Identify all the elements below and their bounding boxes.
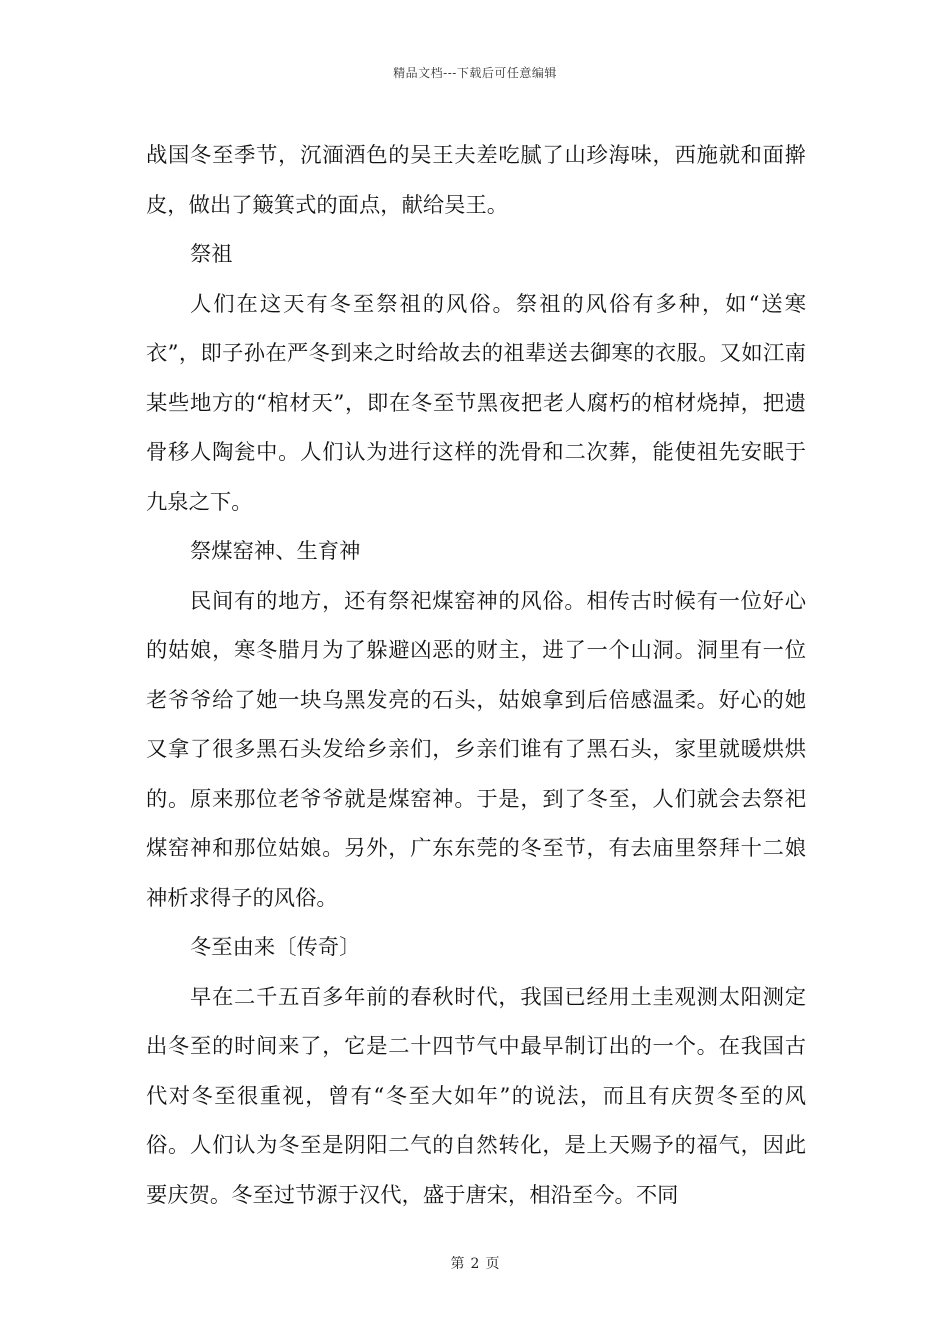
page-number-prefix: 第 xyxy=(450,1256,465,1272)
section-heading-ancestor-worship: 祭祖 xyxy=(190,242,233,267)
paragraph-winter-solstice-origin: 早在二千五百多年前的春秋时代，我国已经用土圭观测太阳测定出冬至的时间来了，它是二十四节气中最早制订出的一个。在我国古代对冬至很重视，曾有“冬至大如年”的说法，而且有庆贺冬至的风俗。人们认为冬至是阴阳二气的自然转化，是上天赐予的福气，因此要庆贺。冬至过节源于汉代，盛于唐宋，相沿至今。不同 xyxy=(146,984,806,1208)
paragraph-ancestor-worship: 人们在这天有冬至祭祖的风俗。祭祖的风俗有多种，如“送寒衣”，即子孙在严冬到来之时给故去的祖辈送去御寒的衣服。又如江南某些地方的“棺材天”，即在冬至节黑夜把老人腐朽的棺材烧掉，把遗骨移人陶瓮中。人们认为进行这样的洗骨和二次葬，能使祖先安眠于九泉之下。 xyxy=(146,291,806,515)
paragraph-kiln-gods: 民间有的地方，还有祭祀煤窑神的风俗。相传古时候有一位好心的姑娘，寒冬腊月为了躲避凶恶的财主，进了一个山洞。洞里有一位老爷爷给了她一块乌黑发亮的石头，姑娘拿到后倍感温柔。好心的她又拿了很多黑石头发给乡亲们，乡亲们谁有了黑石头，家里就暖烘烘的。原来那位老爷爷就是煤窑神。于是，到了冬至，人们就会去祭祀煤窑神和那位姑娘。另外，广东东莞的冬至节，有去庙里祭拜十二娘神析求得子的风俗。 xyxy=(146,588,806,911)
page-header: 精品文档---下载后可任意编辑 xyxy=(393,66,557,80)
page-number: 2 xyxy=(470,1256,480,1272)
document-body xyxy=(146,131,806,1220)
paragraph-continuation: 战国冬至季节，沉湎酒色的吴王夫差吃腻了山珍海味，西施就和面擀皮，做出了簸箕式的面点，献给吴王。 xyxy=(146,143,806,218)
page-number-suffix: 页 xyxy=(485,1256,500,1272)
section-heading-winter-solstice-origin: 冬至由来〔传奇〕 xyxy=(190,935,361,960)
page-footer xyxy=(0,1253,950,1273)
section-heading-kiln-gods: 祭煤窑神、生育神 xyxy=(190,539,361,564)
